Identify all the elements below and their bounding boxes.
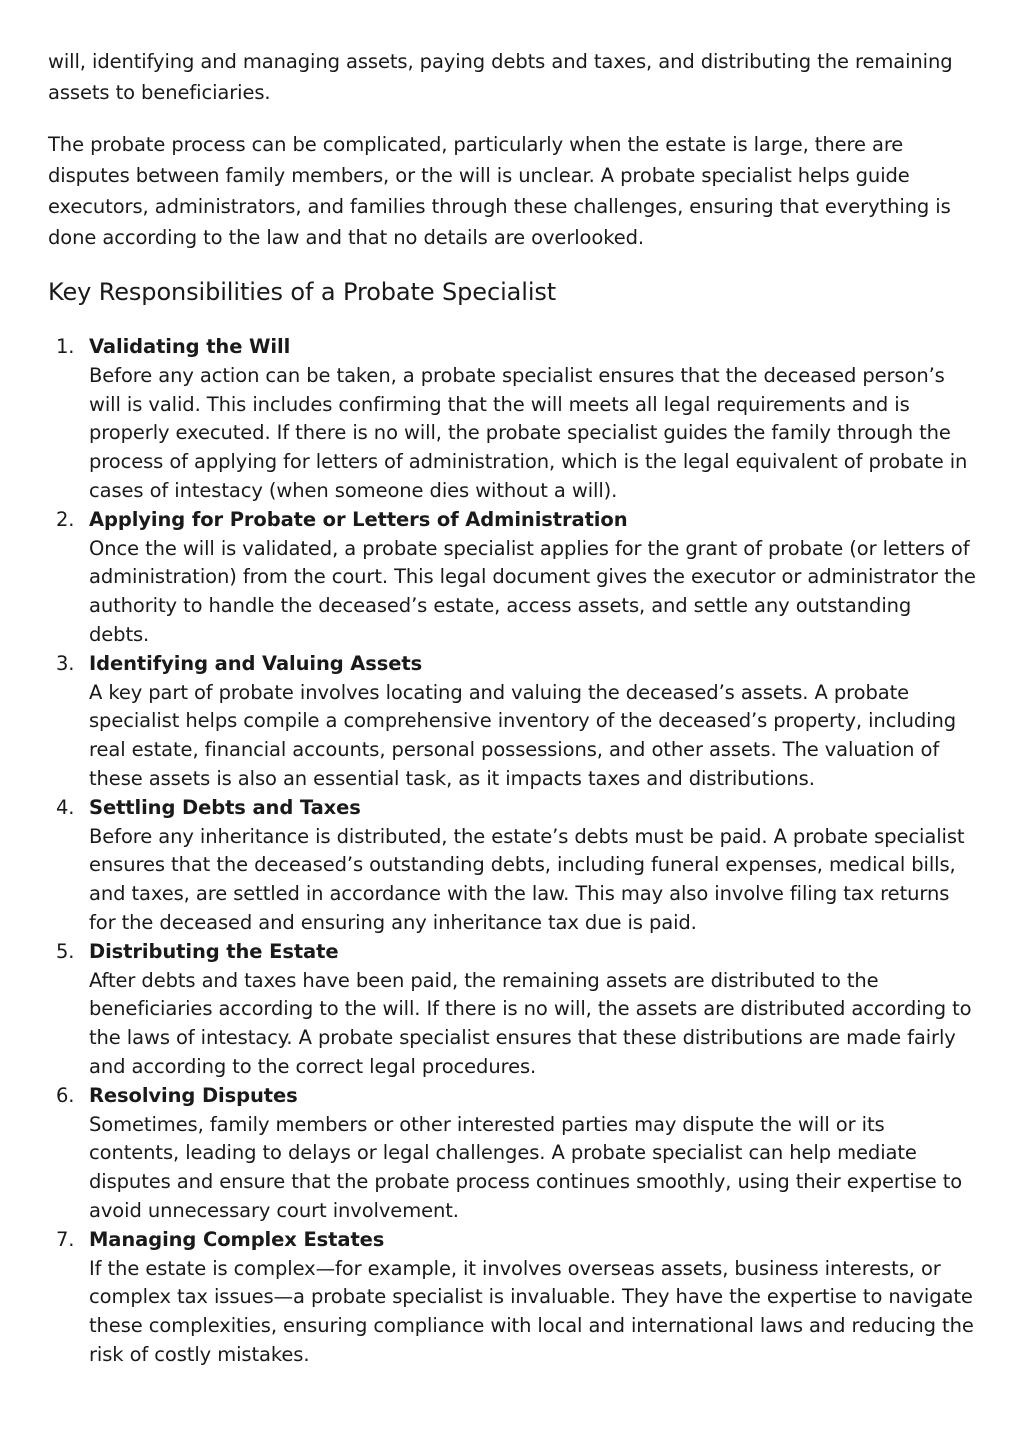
responsibilities-list	[48, 333, 976, 1370]
list-item-text: Once the will is validated, a probate specialist applies for the grant of probate (or letters of administration) from the court. This legal document gives the executor or administrator the authority to handle the deceased’s estate, access assets, and settle any outstanding debts.	[89, 536, 976, 646]
list-item	[48, 506, 976, 650]
list-item-number: 3.	[56, 651, 75, 675]
list-item	[48, 1226, 976, 1370]
list-item-number: 5.	[56, 939, 75, 963]
list-item-title: Validating the Will	[89, 335, 291, 358]
intro-paragraph: will, identifying and managing assets, paying debts and taxes, and distributing the remaining assets to beneficiaries.	[48, 50, 953, 104]
list-item-text: After debts and taxes have been paid, the remaining assets are distributed to the beneficiaries according to the will. If there is no will, the assets are distributed according to the laws of intestacy. A probate specialist ensures that these distributions are made fairly and according to the correct legal procedures.	[89, 968, 972, 1078]
intro-paragraph: The probate process can be complicated, particularly when the estate is large, there are disputes between family members, or the will is unclear. A probate specialist helps guide executors, administrators, and families through these challenges, ensuring that everything is done according to the law and that no details are overlooked.	[48, 133, 951, 249]
list-item	[48, 333, 976, 506]
list-item-number: 6.	[56, 1083, 75, 1107]
list-item-number: 1.	[56, 335, 75, 358]
list-item-title: Identifying and Valuing Assets	[89, 651, 423, 675]
list-item-title: Distributing the Estate	[89, 939, 339, 963]
list-item	[48, 938, 976, 1082]
list-item-text: Sometimes, family members or other interested parties may dispute the will or its contents, leading to delays or legal challenges. A probate specialist can help mediate disputes and ensure that the probate process continues smoothly, using their expertise to avoid unnecessary court involvement.	[89, 1112, 963, 1222]
list-item-title: Resolving Disputes	[89, 1083, 298, 1107]
list-item-number: 7.	[56, 1227, 75, 1251]
list-item-text: Before any action can be taken, a probate specialist ensures that the deceased person’s will is valid. This includes confirming that the will meets all legal requirements and is properly executed. If there is no will, the probate specialist guides the family through the process of applying for letters of administration, which is the legal equivalent of probate in cases of intestacy (when someone dies without a will).	[89, 363, 968, 502]
list-item-number: 4.	[56, 795, 75, 819]
list-item-text: A key part of probate involves locating and valuing the deceased’s assets. A probate specialist helps compile a comprehensive inventory of the deceased’s property, including real estate, financial accounts, personal possessions, and other assets. The valuation of these assets is also an essential task, as it impacts taxes and distributions.	[89, 680, 957, 790]
list-item	[48, 1082, 976, 1226]
list-item-title: Managing Complex Estates	[89, 1227, 385, 1251]
section-heading: Key Responsibilities of a Probate Specialist	[48, 278, 557, 306]
list-item-text: If the estate is complex—for example, it involves overseas assets, business interests, or complex tax issues—a probate specialist is invaluable. They have the expertise to navigate these complexities, ensuring compliance with local and international laws and reducing the risk of costly mistakes.	[89, 1256, 974, 1366]
list-item	[48, 650, 976, 794]
list-item-number: 2.	[56, 507, 75, 531]
list-item	[48, 794, 976, 938]
list-item-title: Settling Debts and Taxes	[89, 795, 361, 819]
list-item-text: Before any inheritance is distributed, the estate’s debts must be paid. A probate specialist ensures that the deceased’s outstanding debts, including funeral expenses, medical bills, and taxes, are settled in accordance with the law. This may also involve filing tax returns for the deceased and ensuring any inheritance tax due is paid.	[89, 824, 965, 934]
list-item-title: Applying for Probate or Letters of Administration	[89, 507, 628, 531]
